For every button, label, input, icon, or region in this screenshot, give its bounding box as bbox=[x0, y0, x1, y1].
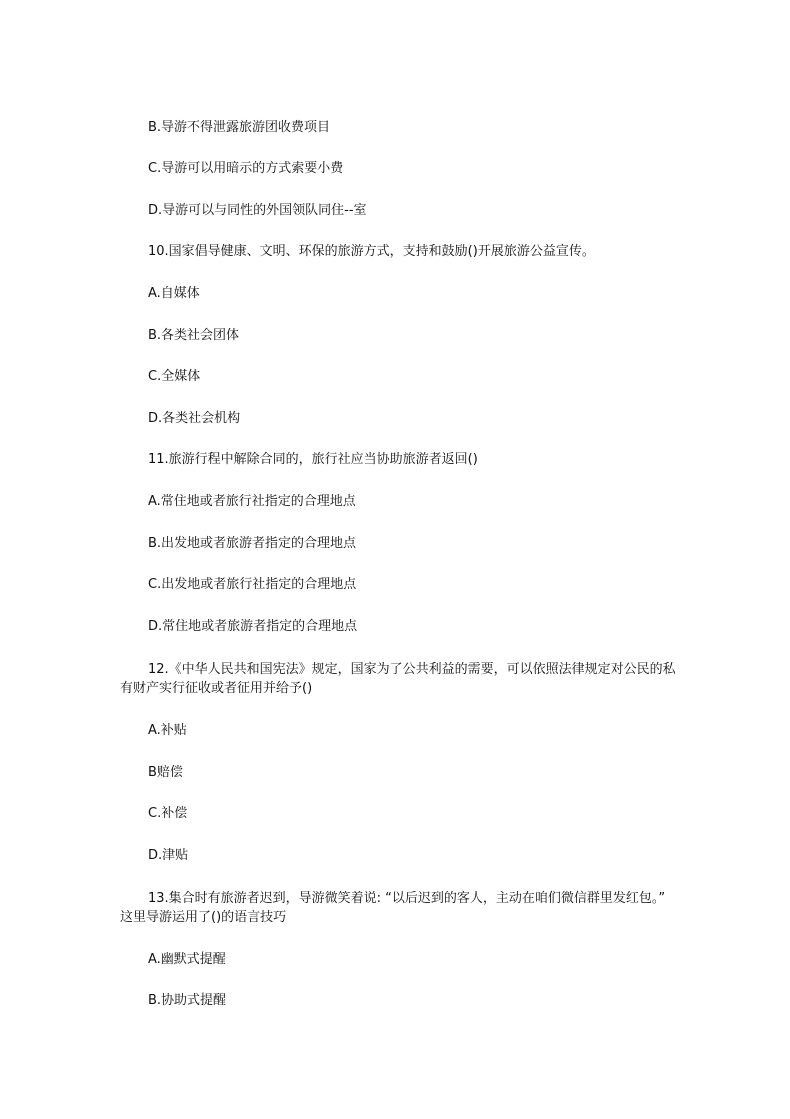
option-10c: C.全媒体 bbox=[148, 369, 201, 384]
question-11: 11.旅游行程中解除合同的，旅行社应当协助旅游者返回() bbox=[148, 452, 478, 467]
question-12: 12.《中华人民共和国宪法》规定，国家为了公共利益的需要，可以依照法律规定对公民的私有财产实行征收或者征用并给予() bbox=[120, 662, 676, 696]
option-9c: C.导游可以用暗示的方式索要小费 bbox=[148, 161, 344, 176]
option-10d: D.各类社会机构 bbox=[148, 411, 241, 426]
question-13: 13.集合时有旅游者迟到，导游微笑着说: “以后迟到的客人，主动在咱们微信群里发红包。” 这里导游运用了()的语言技巧 bbox=[120, 891, 666, 925]
option-10a: A.自媒体 bbox=[148, 286, 200, 301]
option-12a: A.补贴 bbox=[148, 723, 187, 738]
option-12d: D.津贴 bbox=[148, 848, 189, 863]
option-12c: C.补偿 bbox=[148, 806, 188, 821]
option-11d: D.常住地或者旅游者指定的合理地点 bbox=[148, 619, 358, 634]
option-11c: C.出发地或者旅行社指定的合理地点 bbox=[148, 577, 357, 592]
option-11a: A.常住地或者旅行社指定的合理地点 bbox=[148, 494, 356, 509]
option-11b: B.出发地或者旅游者指定的合理地点 bbox=[148, 536, 357, 551]
question-10: 10.国家倡导健康、文明、环保的旅游方式，支持和鼓励()开展旅游公益宣传。 bbox=[148, 244, 595, 259]
option-10b: B.各类社会团体 bbox=[148, 328, 240, 343]
option-13a: A.幽默式提醒 bbox=[148, 952, 226, 967]
option-9b: B.导游不得泄露旅游团收费项目 bbox=[148, 120, 331, 135]
option-9d: D.导游可以与同性的外国领队同住--室 bbox=[148, 203, 367, 218]
option-12b: B赔偿 bbox=[148, 765, 183, 780]
option-13b: B.协助式提醒 bbox=[148, 993, 227, 1008]
